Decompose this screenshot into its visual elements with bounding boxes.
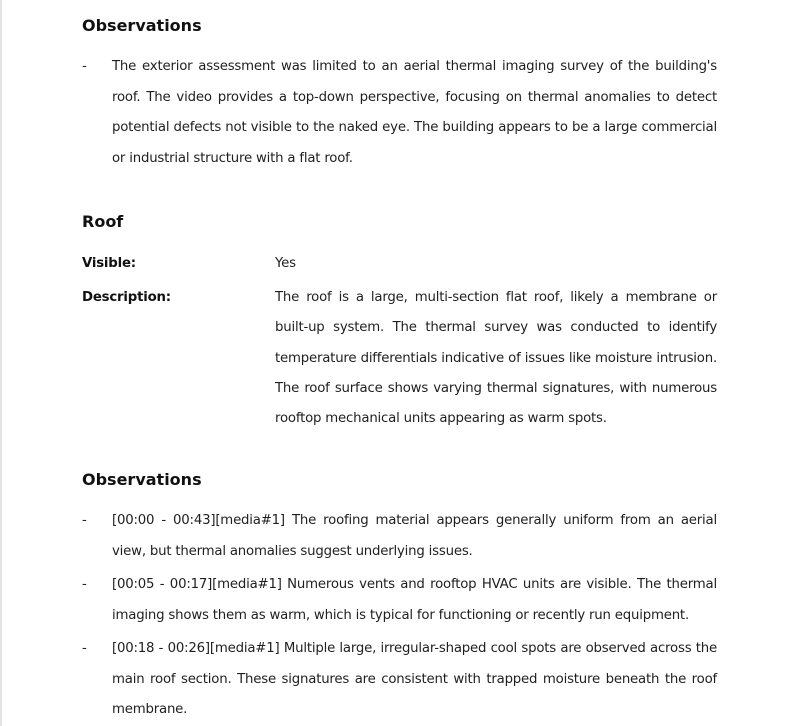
bullet-dash: - xyxy=(82,641,87,656)
visible-label: Visible: xyxy=(82,256,136,271)
bullet-dash: - xyxy=(82,59,87,74)
roof-heading: Roof xyxy=(82,212,124,231)
list-item xyxy=(82,52,717,174)
observations-heading-2: Observations xyxy=(82,470,202,489)
observation-text: [00:18 - 00:26][media#1] Multiple large, irregular-shaped cool spots are observed across the main roof section. These signatures are consistent with trapped moisture beneath the roof membrane. xyxy=(112,641,717,717)
observations-list-2 xyxy=(82,506,717,726)
page-left-border xyxy=(0,0,2,726)
roof-visible-row xyxy=(82,249,717,279)
observations-heading: Observations xyxy=(82,16,202,35)
description-value: The roof is a large, multi-section flat roof, likely a membrane or built-up system. The thermal survey was conducted to identify temperature differentials indicative of issues like moisture intrusion. The roof surface shows varying thermal signatures, with numerous rooftop mechanical units appearing as warm spots. xyxy=(275,290,717,427)
roof-description-row xyxy=(82,283,717,434)
observation-text: The exterior assessment was limited to an aerial thermal imaging survey of the building's roof. The video provides a top-down perspective, focusing on thermal anomalies to detect potential defects not visible to the naked eye. The building appears to be a large commercial or industrial structure with a flat roof. xyxy=(112,59,717,166)
list-item xyxy=(82,570,717,631)
bullet-dash: - xyxy=(82,577,87,592)
observation-text: [00:00 - 00:43][media#1] The roofing material appears generally uniform from an aerial view, but thermal anomalies suggest underlying issues. xyxy=(112,513,717,559)
list-item xyxy=(82,506,717,567)
visible-value: Yes xyxy=(275,256,296,271)
list-item xyxy=(82,634,717,726)
bullet-dash: - xyxy=(82,513,87,528)
description-label: Description: xyxy=(82,290,171,305)
observations-list xyxy=(82,52,717,174)
observation-text: [00:05 - 00:17][media#1] Numerous vents and rooftop HVAC units are visible. The thermal imaging shows them as warm, which is typical for functioning or recently run equipment. xyxy=(112,577,717,623)
